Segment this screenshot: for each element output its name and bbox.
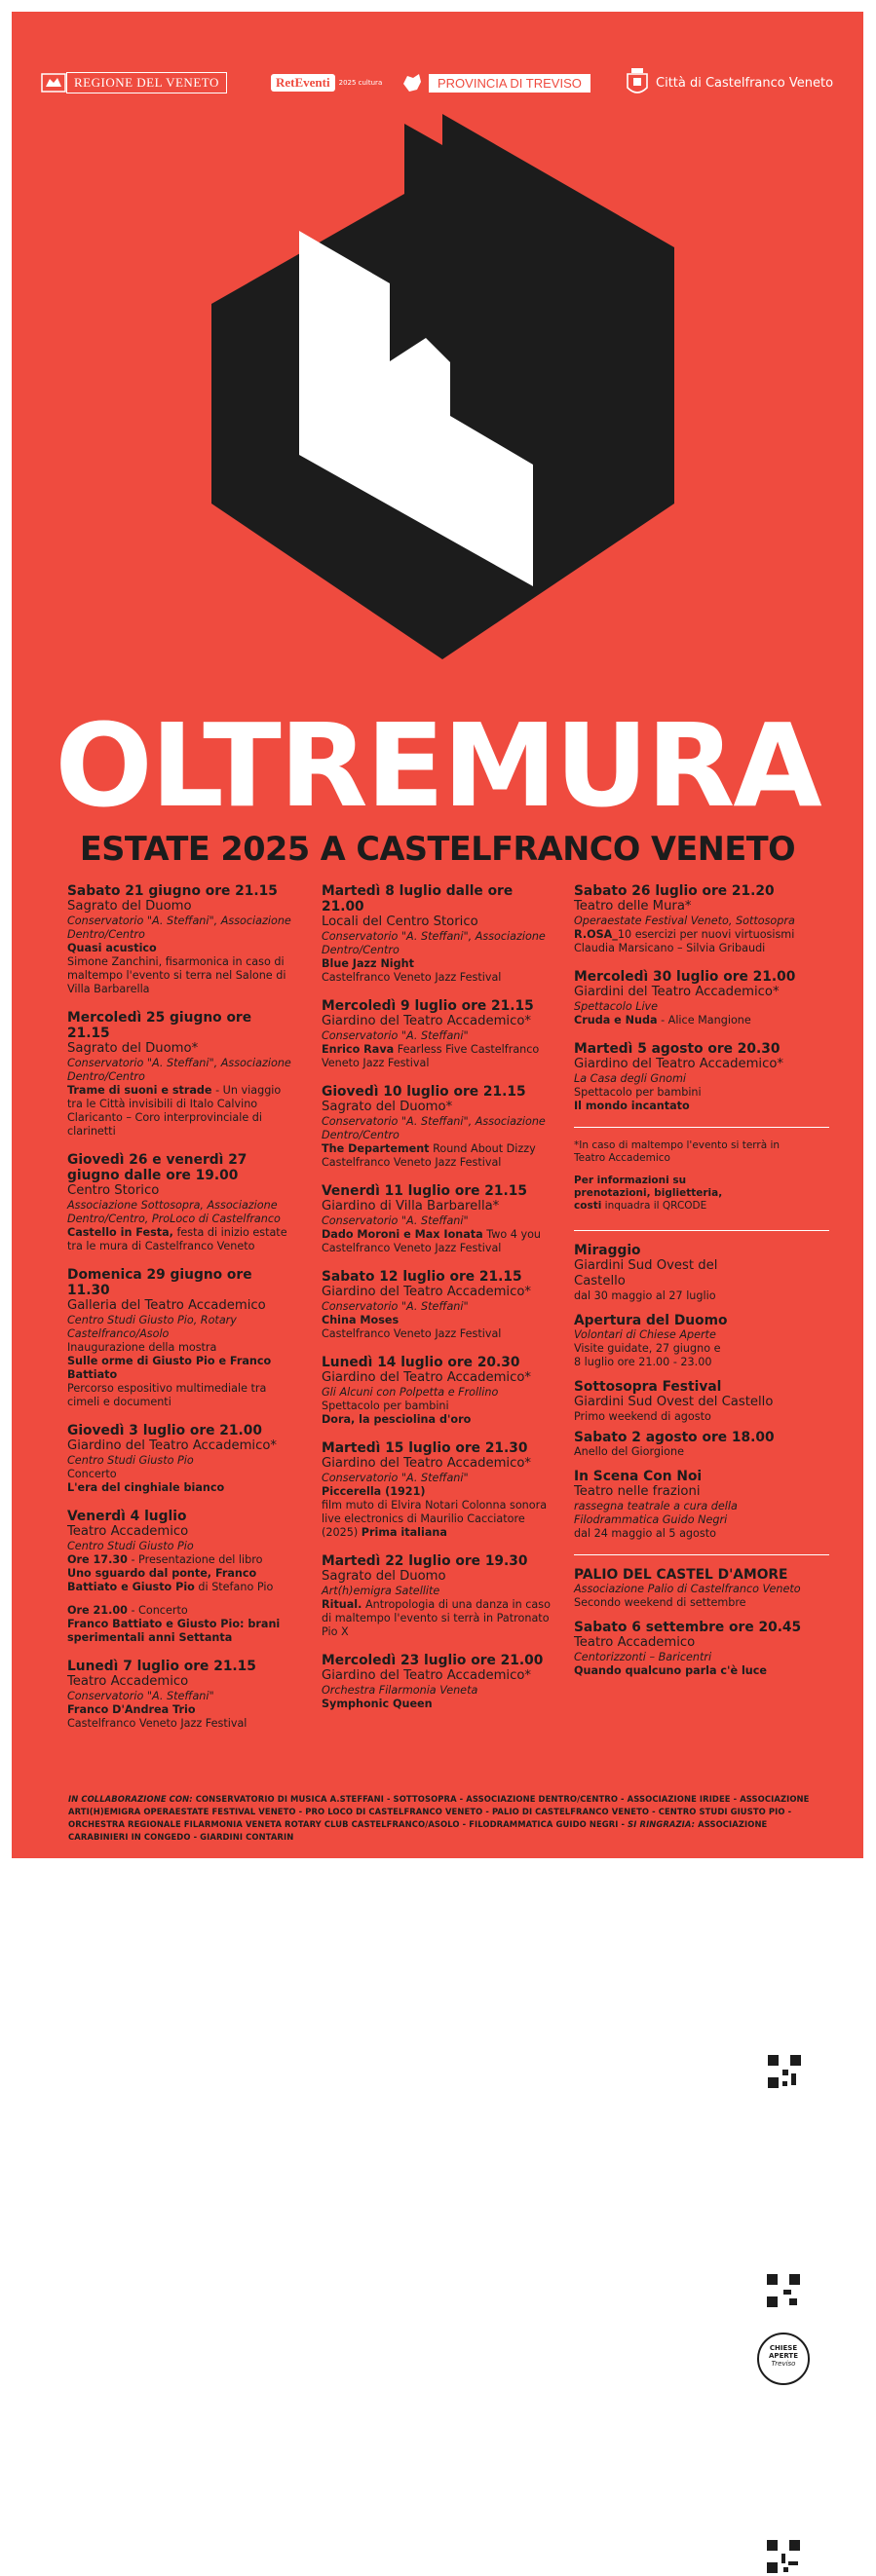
event-venue: Giardino del Teatro Accademico* [322,1285,531,1299]
event-venue: Teatro delle Mura* [574,899,692,914]
footer-credits [68,1793,829,1844]
event-venue: Giardino del Teatro Accademico* [322,1668,531,1683]
event-organizer: Conservatorio "A. Steffani" [322,1472,469,1484]
event-organizer: Volontari di Chiese Aperte [574,1328,716,1341]
event-description: Fearless Five Castelfranco Veneto Jazz Festival [322,1043,540,1069]
event-item [322,1653,551,1711]
event-venue: Giardino del Teatro Accademico* [322,1014,531,1028]
event-organizer: Gli Alcuni con Polpetta e Frollino [322,1386,499,1399]
event-description: Secondo weekend di settembre [574,1596,746,1609]
event-item [574,1243,829,1303]
event-title: Symphonic Queen [322,1698,433,1710]
event-organizer: Associazione Palio di Castelfranco Veneto [574,1583,801,1595]
event-organizer: Conservatorio "A. Steffani", Associazione Dentro/Centro [322,1115,546,1141]
event-date: Martedì 5 agosto ore 20.30 [574,1041,781,1057]
main-title: OLTREMURA [55,698,820,833]
event-note: - Presentazione del libro [131,1553,263,1566]
event-venue: Locali del Centro Storico [322,915,478,929]
stamp-line-2: APERTE [769,2352,798,2360]
event-title: China Moses [322,1314,400,1326]
event-item [322,1269,551,1341]
event-venue: Teatro Accademico [67,1674,189,1689]
event-venue: Giardini del Teatro Accademico* [574,985,780,999]
event-venue: Giardino del Teatro Accademico* [574,1057,783,1071]
event-item [67,1267,293,1409]
event-highlight: Prima italiana [361,1526,447,1539]
event-organizer: Centro Studi Giusto Pio, Rotary Castelfranco/Asolo [67,1314,237,1340]
event-organizer: Spettacolo Live [574,1000,659,1013]
event-description: Castelfranco Veneto Jazz Festival [322,1327,502,1340]
event-item [574,1430,829,1459]
event-date: Mercoledì 23 luglio ore 21.00 [322,1653,544,1668]
qrcode-miraggio[interactable] [764,2271,803,2310]
event-title: Franco Battiato e Giusto Pio: brani sperimentali anni Settanta [67,1618,281,1644]
event-description: Two 4 you Castelfranco Veneto Jazz Festival [322,1228,542,1254]
footer-thanks-lead: SI RINGRAZIA: [628,1819,696,1829]
event-date: Sabato 26 luglio ore 21.20 [574,883,775,899]
event-title: Ritual. [322,1598,362,1611]
event-date: Martedì 22 luglio ore 19.30 [322,1553,528,1569]
event-date: Sabato 12 luglio ore 21.15 [322,1269,522,1285]
event-organizer: Conservatorio "A. Steffani" [322,1214,469,1227]
event-venue: Giardini Sud Ovest del Castello [574,1395,774,1409]
event-organizer: Centro Studi Giusto Pio [67,1540,194,1552]
event-date: Sottosopra Festival [574,1379,722,1395]
event-organizer: Associazione Sottosopra, Associazione Dentro/Centro, ProLoco di Castelfranco [67,1199,281,1225]
event-organizer: Conservatorio "A. Steffani", Associazione Dentro/Centro [67,915,291,941]
event-title: Il mondo incantato [574,1100,690,1112]
event-title: Quando qualcuno parla c'è luce [574,1664,767,1677]
footer-thanks: ASSOCIAZIONE CARABINIERI IN CONGEDO - GIARDINI CONTARIN [68,1819,768,1842]
event-item [574,1620,829,1678]
event-item [574,1313,829,1369]
event-description: Primo weekend di agosto [574,1410,711,1423]
divider [574,1127,829,1128]
event-organizer: Conservatorio "A. Steffani" [322,1300,469,1313]
event-date: Mercoledì 9 luglio ore 21.15 [322,998,534,1014]
event-description: 10 esercizi per nuovi virtuosismi Claudia Marsicano – Silvia Gribaudi [574,928,795,954]
event-description: dal 30 maggio al 27 luglio [574,1289,716,1302]
event-item [574,1567,829,1610]
event-description: - Alice Mangione [661,1014,751,1027]
event-organizer: Conservatorio "A. Steffani" [322,1029,469,1042]
event-date: In Scena Con Noi [574,1469,703,1484]
event-title: Trame di suoni e strade [67,1084,212,1097]
event-date: Martedì 8 luglio dalle ore 21.00 [322,883,514,915]
event-organizer: Conservatorio "A. Steffani" [67,1690,214,1702]
coat-of-arms-icon [624,66,651,99]
event-item [67,1010,293,1139]
event-venue: Sagrato del Duomo [322,1569,446,1584]
event-item [574,1379,829,1424]
citta-label: Città di Castelfranco Veneto [656,75,834,91]
event-item [322,1084,551,1170]
event-organizer: Art(h)emigra Satellite [322,1585,440,1597]
event-date: Martedì 15 luglio ore 21.30 [322,1440,528,1456]
event-venue: Teatro nelle frazioni [574,1484,701,1499]
event-item [67,1423,293,1495]
event-venue: Giardino del Teatro Accademico* [67,1438,277,1453]
footer-lead: IN COLLABORAZIONE CON: [68,1794,193,1804]
info-label: Per informazioni su prenotazioni, biglietteria, costi [574,1175,723,1212]
event-time: Ore 17.30 [67,1553,128,1566]
logo-row [41,68,834,107]
event-title: Blue Jazz Night [322,957,414,970]
program-column-2 [322,883,551,1725]
event-note: Inaugurazione della mostra [67,1341,217,1354]
event-item [322,1440,551,1540]
event-venue: Giardini Sud Ovest del Castello [574,1258,718,1288]
event-organizer: rassegna teatrale a cura della Filodrammatica Guido Negri [574,1500,738,1526]
event-venue: Giardino del Teatro Accademico* [322,1370,531,1385]
event-venue: Sagrato del Duomo* [67,1041,199,1056]
event-title: Dora, la pesciolina d'oro [322,1413,472,1426]
provincia-map-icon [401,72,423,93]
main-subtitle: ESTATE 2025 A CASTELFRANCO VENETO [79,830,796,868]
event-item [67,1152,293,1253]
event-venue: Galleria del Teatro Accademico [67,1298,266,1313]
regione-label: REGIONE DEL VENETO [66,72,227,93]
event-date: Lunedì 7 luglio ore 21.15 [67,1659,256,1674]
event-organizer: Centro Studi Giusto Pio [67,1454,194,1467]
event-date: Sabato 6 settembre ore 20.45 [574,1620,802,1635]
event-title: Enrico Rava [322,1043,395,1056]
tower-logo-graphic [211,114,674,659]
stamp-line-1: CHIESE [769,2344,798,2352]
event-description: Antropologia di una danza in caso di maltempo l'evento si terrà in Patronato Pio X [322,1598,551,1638]
event-description: Castelfranco Veneto Jazz Festival [67,1717,248,1730]
event-date: Sabato 21 giugno ore 21.15 [67,883,278,899]
event-venue: Giardino di Villa Barbarella* [322,1199,500,1213]
regione-veneto-logo [41,68,227,97]
info-text [574,1175,730,1213]
divider [574,1554,829,1555]
qrcode-info[interactable] [765,2052,804,2091]
event-date: PALIO DEL CASTEL D'AMORE [574,1567,788,1583]
event-date: Lunedì 14 luglio ore 20.30 [322,1355,520,1370]
event-title: The Departement [322,1142,430,1155]
event-item [322,883,551,985]
event-item [574,1041,829,1113]
event-date: Domenica 29 giugno ore 11.30 [67,1267,252,1298]
event-title: Quasi acustico [67,942,157,954]
event-item [574,1469,829,1541]
program-column-1 [67,883,293,1744]
event-date: Miraggio [574,1243,641,1258]
event-description: - Un viaggio tra le Città invisibili di Italo Calvino Claricanto – Coro interprovinciale di clarinetti [67,1084,282,1138]
divider [574,1230,829,1231]
event-organizer: Orchestra Filarmonia Veneta [322,1684,478,1697]
event-date: Sabato 2 agosto ore 18.00 [574,1430,775,1445]
event-venue: Sagrato del Duomo [67,899,192,914]
event-description: Simone Zanchini, fisarmonica in caso di maltempo l'evento si terra nel Salone di Villa Barbarella [67,955,286,995]
event-date: Giovedì 10 luglio ore 21.15 [322,1084,526,1100]
weather-note: *In caso di maltempo l'evento si terrà in Teatro Accademico [574,1139,781,1164]
event-description: dal 24 maggio al 5 agosto [574,1527,716,1540]
event-title: R.OSA_ [574,928,618,941]
event-note: Spettacolo per bambini [322,1400,449,1412]
event-venue: Teatro Accademico [574,1635,696,1650]
event-time: Ore 21.00 [67,1604,128,1617]
retieventi-label: RetEventi [271,74,335,92]
citta-castelfranco-logo [624,68,833,97]
retieventi-logo [271,68,382,97]
info-qr-hint: inquadra il QRCODE [604,1200,707,1212]
event-venue: Giardino del Teatro Accademico* [322,1456,531,1471]
poster [12,12,863,2368]
provincia-treviso-logo [401,68,590,97]
provincia-label: PROVINCIA DI TREVISO [429,74,590,93]
event-organizer: Conservatorio "A. Steffani", Associazione Dentro/Centro [67,1057,291,1083]
event-description: film muto di Elvira Notari Colonna sonora live electronics di Maurilio Cacciatore (2025) [322,1499,548,1539]
event-organizer: Operaestate Festival Veneto, Sottosopra [574,915,795,927]
event-item [67,1509,293,1645]
event-item [322,998,551,1070]
event-title: Sulle orme di Giusto Pio e Franco Battiato [67,1355,272,1381]
event-title: Franco D'Andrea Trio [67,1703,196,1716]
event-description: Round About Dizzy Castelfranco Veneto Jazz Festival [322,1142,536,1169]
event-note: - Concerto [131,1604,188,1617]
event-title: Cruda e Nuda [574,1014,658,1027]
event-venue: Centro Storico [67,1183,160,1198]
event-date: Mercoledì 25 giugno ore 21.15 [67,1010,252,1041]
event-title: L'era del cinghiale bianco [67,1481,225,1494]
stamp-line-3: Treviso [771,2360,796,2368]
event-organizer: Centorizzonti – Baricentri [574,1651,712,1663]
event-date: Mercoledì 30 luglio ore 21.00 [574,969,796,985]
event-title: Uno sguardo dal ponte, Franco Battiato e Giusto Pio [67,1567,257,1593]
event-title: Dado Moroni e Max Ionata [322,1228,483,1241]
event-organizer: La Casa degli Gnomi [574,1072,687,1085]
lion-icon [41,71,66,94]
event-venue: Teatro Accademico [67,1524,189,1539]
event-item [322,1183,551,1255]
event-description: Visite guidate, 27 giugno e 8 luglio ore 21.00 - 23.00 [574,1342,721,1368]
event-description: di Stefano Pio [198,1581,274,1593]
event-description: Castelfranco Veneto Jazz Festival [322,971,502,984]
qrcode-in-scena[interactable] [764,2537,803,2576]
event-description: Anello del Giorgione [574,1445,684,1458]
footer-partners: CONSERVATORIO DI MUSICA A.STEFFANI - SOTTOSOPRA - ASSOCIAZIONE DENTRO/CENTRO - ASSOCIAZIONE IRIDEE - ASSOCIAZIONE ARTI(H)EMIGRA OPERAESTATE FESTIVAL VENETO - PRO LOCO DI CASTELFRANCO VENETO - PALIO DI CASTELFRANCO VENETO - CENTRO STUDI GIUSTO PIO - ORCHESTRA REGIONALE FILARMONIA VENETA ROTARY CLUB CASTELFRANCO/ASOLO - FILODRAMMATICA GUIDO NEGRI - [68,1794,810,1829]
event-note: Spettacolo per bambini [574,1086,702,1099]
event-date: Giovedì 3 luglio ore 21.00 [67,1423,262,1438]
event-date: Venerdì 11 luglio ore 21.15 [322,1183,527,1199]
event-item [322,1355,551,1427]
retieventi-sub: 2025 cultura [338,79,383,87]
event-date: Apertura del Duomo [574,1313,728,1328]
chiese-aperte-logo [757,2333,810,2385]
event-item [574,883,829,955]
event-venue: Sagrato del Duomo* [322,1100,453,1114]
event-date: Venerdì 4 luglio [67,1509,187,1524]
event-organizer: Conservatorio "A. Steffani", Associazione Dentro/Centro [322,930,546,956]
event-item [67,883,293,996]
event-item [322,1553,551,1639]
event-title: Piccerella (1921) [322,1485,426,1498]
event-description: festa di inizio estate tra le mura di Castelfranco Veneto [67,1226,287,1252]
event-note: Concerto [67,1468,117,1480]
event-item [574,969,829,1027]
event-description: Percorso espositivo multimediale tra cimeli e documenti [67,1382,267,1408]
event-item [67,1659,293,1731]
event-title: Castello in Festa, [67,1226,173,1239]
event-date: Giovedì 26 e venerdì 27 giugno dalle ore 19.00 [67,1152,248,1183]
